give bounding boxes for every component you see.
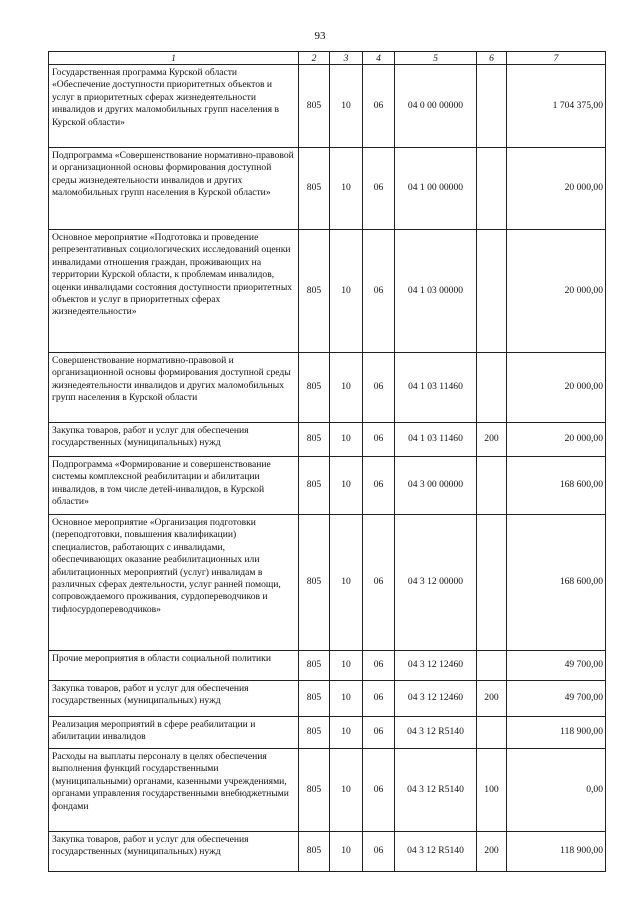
table-row	[49, 230, 606, 353]
row-rz: 10	[330, 65, 363, 148]
row-pr: 06	[363, 515, 395, 651]
row-name: Основное мероприятие «Подготовка и проведение репрезентативных социологических исследований оценки инвалидами отношения граждан, проживающих на территории Курской области, к проблемам инвалидов, оценки инвалидами состояния доступности приоритетных объектов и услуг в приоритетных сферах жизнедеятельности»	[49, 230, 299, 353]
row-pr: 06	[363, 832, 395, 872]
header-cell-name: 1	[49, 52, 299, 65]
table-row	[49, 651, 606, 681]
row-pr: 06	[363, 353, 395, 423]
row-sum: 118 900,00	[507, 717, 606, 749]
row-csr: 04 3 12 R5140	[395, 749, 477, 832]
row-name: Основное мероприятие «Организация подготовки (переподготовки, повышения квалификации) специалистов, работающих с инвалидами, обеспечивающих оказание реабилитационных или абилитационных мероприятий (услуг) инвалидам в различных сферах деятельности, услуг ранней помощи, сопровождаемого проживания, сурдопереводчиков и тифлосурдопереводчиков»	[49, 515, 299, 651]
row-name: Государственная программа Курской области «Обеспечение доступности приоритетных объектов и услуг в приоритетных сферах жизнедеятельности инвалидов и других маломобильных групп населения в Курской области»	[49, 65, 299, 148]
row-name: Расходы на выплаты персоналу в целях обеспечения выполнения функций государственными (муниципальными) органами, казенными учреждениями, органами управления государственными внебюджетными фондами	[49, 749, 299, 832]
row-csr: 04 3 12 12460	[395, 681, 477, 717]
page-number: 93	[314, 30, 326, 42]
row-grbs: 805	[299, 353, 330, 423]
row-vr	[477, 65, 507, 148]
row-pr: 06	[363, 423, 395, 457]
row-sum: 0,00	[507, 749, 606, 832]
row-grbs: 805	[299, 148, 330, 230]
table-row	[49, 515, 606, 651]
table-row	[49, 65, 606, 148]
row-vr	[477, 148, 507, 230]
row-csr: 04 1 03 11460	[395, 423, 477, 457]
row-grbs: 805	[299, 717, 330, 749]
row-vr	[477, 457, 507, 515]
row-rz: 10	[330, 148, 363, 230]
table-row	[49, 749, 606, 832]
header-row	[49, 52, 606, 65]
row-rz: 10	[330, 423, 363, 457]
row-vr	[477, 651, 507, 681]
row-pr: 06	[363, 749, 395, 832]
row-rz: 10	[330, 230, 363, 353]
header-cell-vr: 6	[477, 52, 507, 65]
row-sum: 1 704 375,00	[507, 65, 606, 148]
row-rz: 10	[330, 515, 363, 651]
row-csr: 04 1 03 11460	[395, 353, 477, 423]
row-grbs: 805	[299, 515, 330, 651]
row-csr: 04 0 00 00000	[395, 65, 477, 148]
row-sum: 20 000,00	[507, 230, 606, 353]
row-vr	[477, 353, 507, 423]
row-name: Подпрограмма «Формирование и совершенствование системы комплексной реабилитации и абилитации инвалидов, в том числе детей-инвалидов, в Курской области»	[49, 457, 299, 515]
table-row	[49, 681, 606, 717]
table-row	[49, 148, 606, 230]
row-rz: 10	[330, 749, 363, 832]
row-rz: 10	[330, 457, 363, 515]
header-cell-rz: 3	[330, 52, 363, 65]
row-grbs: 805	[299, 651, 330, 681]
row-vr: 200	[477, 832, 507, 872]
row-csr: 04 3 12 R5140	[395, 832, 477, 872]
row-pr: 06	[363, 717, 395, 749]
header-cell-grbs: 2	[299, 52, 330, 65]
row-pr: 06	[363, 148, 395, 230]
row-name: Закупка товаров, работ и услуг для обеспечения государственных (муниципальных) нужд	[49, 423, 299, 457]
row-sum: 168 600,00	[507, 457, 606, 515]
row-csr: 04 1 03 00000	[395, 230, 477, 353]
row-grbs: 805	[299, 749, 330, 832]
row-sum: 168 600,00	[507, 515, 606, 651]
table-row	[49, 832, 606, 872]
row-csr: 04 3 12 12460	[395, 651, 477, 681]
table-row	[49, 353, 606, 423]
row-rz: 10	[330, 717, 363, 749]
row-csr: 04 3 12 R5140	[395, 717, 477, 749]
row-grbs: 805	[299, 457, 330, 515]
row-rz: 10	[330, 651, 363, 681]
budget-table	[48, 51, 606, 872]
row-sum: 20 000,00	[507, 353, 606, 423]
row-pr: 06	[363, 457, 395, 515]
row-name: Закупка товаров, работ и услуг для обеспечения государственных (муниципальных) нужд	[49, 832, 299, 872]
row-vr	[477, 230, 507, 353]
row-sum: 20 000,00	[507, 423, 606, 457]
row-name: Прочие мероприятия в области социальной политики	[49, 651, 299, 681]
row-rz: 10	[330, 353, 363, 423]
header-cell-sum: 7	[507, 52, 606, 65]
row-name: Совершенствование нормативно-правовой и организационной основы формирования доступной среды жизнедеятельности инвалидов и других маломобильных групп населения в Курской области	[49, 353, 299, 423]
row-sum: 20 000,00	[507, 148, 606, 230]
row-pr: 06	[363, 230, 395, 353]
table-row	[49, 457, 606, 515]
table-row	[49, 717, 606, 749]
row-csr: 04 1 00 00000	[395, 148, 477, 230]
row-vr	[477, 515, 507, 651]
row-sum: 49 700,00	[507, 681, 606, 717]
row-vr: 100	[477, 749, 507, 832]
row-pr: 06	[363, 65, 395, 148]
row-sum: 49 700,00	[507, 651, 606, 681]
row-name: Подпрограмма «Совершенствование нормативно-правовой и организационной основы формирования доступной среды жизнедеятельности инвалидов и других маломобильных групп населения в Курской области»	[49, 148, 299, 230]
row-rz: 10	[330, 832, 363, 872]
row-grbs: 805	[299, 832, 330, 872]
row-csr: 04 3 00 00000	[395, 457, 477, 515]
row-vr	[477, 717, 507, 749]
row-pr: 06	[363, 681, 395, 717]
header-cell-pr: 4	[363, 52, 395, 65]
row-name: Закупка товаров, работ и услуг для обеспечения государственных (муниципальных) нужд	[49, 681, 299, 717]
header-cell-csr: 5	[395, 52, 477, 65]
row-vr: 200	[477, 423, 507, 457]
table-row	[49, 423, 606, 457]
row-grbs: 805	[299, 230, 330, 353]
row-grbs: 805	[299, 423, 330, 457]
row-grbs: 805	[299, 65, 330, 148]
row-vr: 200	[477, 681, 507, 717]
row-pr: 06	[363, 651, 395, 681]
row-name: Реализация мероприятий в сфере реабилитации и абилитации инвалидов	[49, 717, 299, 749]
row-sum: 118 900,00	[507, 832, 606, 872]
row-rz: 10	[330, 681, 363, 717]
row-grbs: 805	[299, 681, 330, 717]
row-csr: 04 3 12 00000	[395, 515, 477, 651]
